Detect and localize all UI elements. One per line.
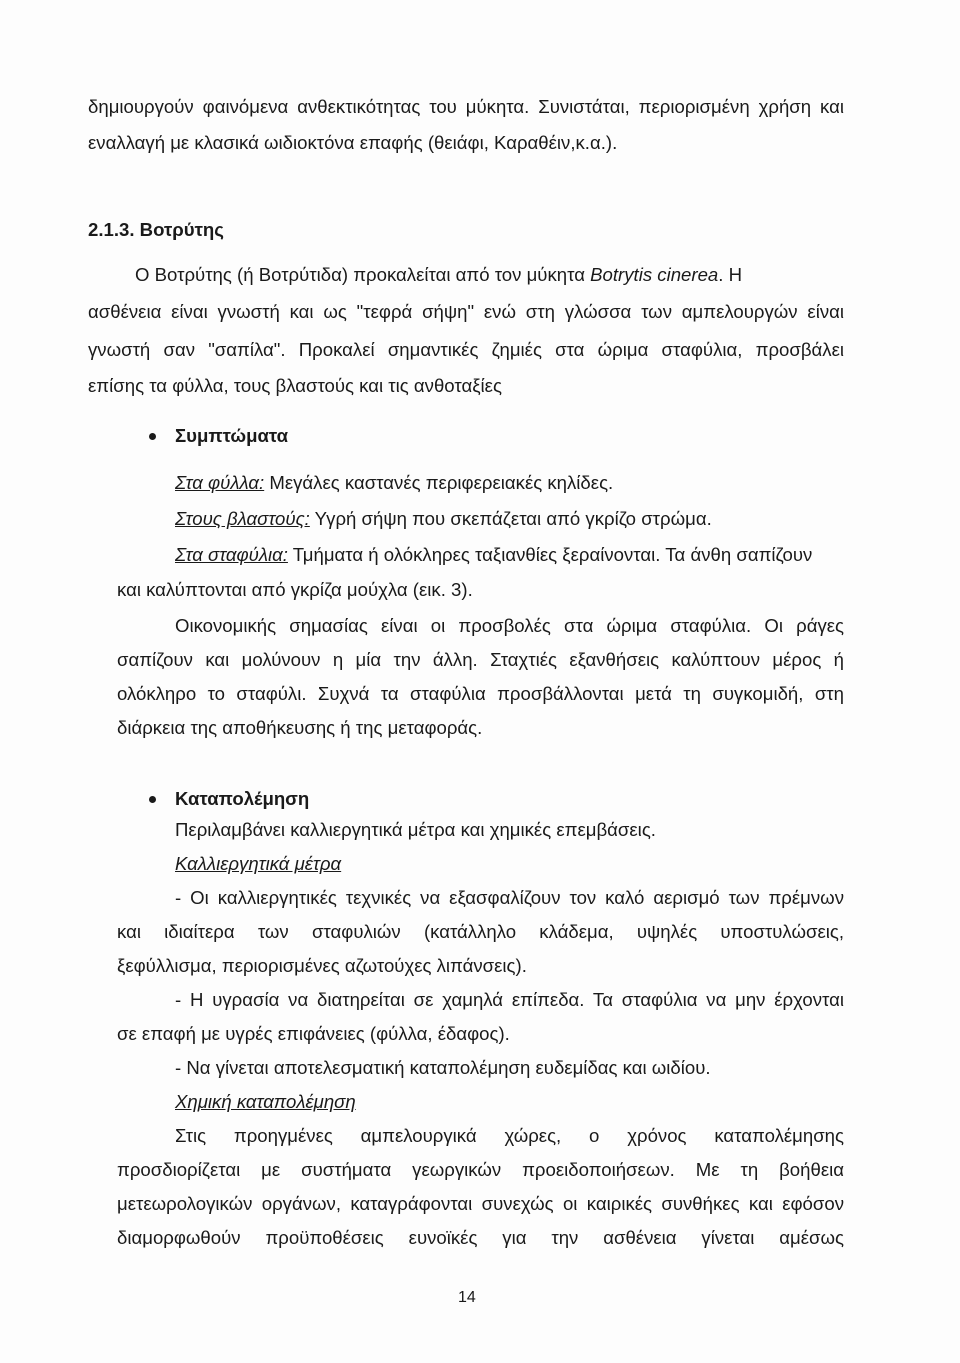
section-paragraph-line-1 xyxy=(135,263,742,287)
section-paragraph-line-4: επίσης τα φύλλα, τους βλαστούς και τις ανθοταξίες xyxy=(88,375,502,396)
cultural-1-line-3: ξεφύλλισμα, περιορισμένες αζωτούχες λιπάνσεις). xyxy=(117,955,527,976)
symptom-shoots-text: Υγρή σήψη που σκεπάζεται από γκρίζο στρώμα. xyxy=(309,508,712,529)
cultural-measures-heading: Καλλιεργητικά μέτρα xyxy=(175,853,342,874)
cultural-2-line-1: - Η υγρασία να διατηρείται σε χαμηλά επίπεδα. Τα σταφύλια να μην έρχονται xyxy=(175,989,844,1010)
econ-line-1: Οικονομικής σημασίας είναι οι προσβολές στα ώριμα σταφύλια. Οι ράγες xyxy=(175,615,844,636)
control-intro: Περιλαμβάνει καλλιεργητικά μέτρα και χημικές επεμβάσεις. xyxy=(175,819,656,840)
page-number: 14 xyxy=(458,1289,476,1306)
symptom-grapes-line-2: και καλύπτονται από γκρίζα μούχλα (εικ. 3). xyxy=(117,579,473,600)
econ-line-2: σαπίζουν και μολύνουν η μία την άλλη. Σταχτιές εξανθήσεις καλύπτουν μέρος ή xyxy=(117,649,844,670)
cultural-1-line-2: και ιδιαίτερα των σταφυλιών (κατάλληλο κλάδεμα, υψηλές υποστυλώσεις, xyxy=(117,921,844,942)
symptom-leaves xyxy=(175,471,613,495)
cultural-2-line-2: σε επαφή με υγρές επιφάνειες (φύλλα, έδαφος). xyxy=(117,1023,510,1044)
bullet-control xyxy=(149,796,156,803)
symptom-grapes xyxy=(175,543,812,567)
symptom-leaves-text: Μεγάλες καστανές περιφερειακές κηλίδες. xyxy=(264,472,614,493)
intro-line-2: εναλλαγή με κλασικά ωιδιοκτόνα επαφής (θειάφι, Καραθέιν,κ.α.). xyxy=(88,132,618,153)
chemical-control-heading: Χημική καταπολέμηση xyxy=(175,1091,356,1112)
chemical-line-4: διαμορφωθούν προϋποθέσεις ευνοϊκές για την ασθένεια γίνεται αμέσως xyxy=(117,1227,844,1248)
bullet-symptoms xyxy=(149,433,156,440)
section-heading: 2.1.3. Βοτρύτης xyxy=(88,219,224,240)
section-paragraph-line-3: γνωστή σαν "σαπίλα". Προκαλεί σημαντικές ζημιές στα ώριμα σταφύλια, προσβάλει xyxy=(88,339,844,360)
intro-line-1: δημιουργούν φαινόμενα ανθεκτικότητας του μύκητα. Συνιστάται, περιορισμένη χρήση και xyxy=(88,96,844,117)
econ-line-3: ολόκληρο το σταφύλι. Συχνά τα σταφύλια προσβάλλονται μετά τη συγκομιδή, στη xyxy=(117,683,844,704)
section-paragraph-line-2: ασθένεια είναι γνωστή και ως "τεφρά σήψη" ενώ στη γλώσσα των αμπελουργών είναι xyxy=(88,301,844,322)
chemical-line-3: μετεωρολογικών οργάνων, καταγράφονται συνεχώς οι καιρικές συνθήκες και εφόσον xyxy=(117,1193,844,1214)
cultural-3-line-1: - Να γίνεται αποτελεσματική καταπολέμηση ευδεμίδας και ωιδίου. xyxy=(175,1057,711,1078)
symptom-grapes-text: Τμήματα ή ολόκληρες ταξιανθίες ξεραίνονται. Τα άνθη σαπίζουν xyxy=(287,544,813,565)
symptom-shoots-label: Στους βλαστούς: xyxy=(175,508,310,529)
cultural-1-line-1: - Οι καλλιεργητικές τεχνικές να εξασφαλίζουν τον καλό αερισμό των πρέμνων xyxy=(175,887,844,908)
symptom-leaves-label: Στα φύλλα: xyxy=(175,472,265,493)
section-paragraph-text-a: Ο Βοτρύτης (ή Βοτρύτιδα) προκαλείται από τον μύκητα xyxy=(135,264,591,285)
chemical-line-1: Στις προηγμένες αμπελουργικά χώρες, ο χρόνος καταπολέμησης xyxy=(175,1125,844,1146)
control-heading: Καταπολέμηση xyxy=(175,788,310,809)
species-name: Botrytis cinerea xyxy=(590,264,719,285)
econ-line-4: διάρκεια της αποθήκευσης ή της μεταφοράς. xyxy=(117,717,483,738)
section-paragraph-text-b: . Η xyxy=(718,264,743,285)
symptoms-heading: Συμπτώματα xyxy=(175,425,289,446)
symptom-grapes-label: Στα σταφύλια: xyxy=(175,544,288,565)
symptom-shoots xyxy=(175,507,712,531)
chemical-line-2: προσδιορίζεται με συστήματα γεωργικών προειδοποιήσεων. Με τη βοήθεια xyxy=(117,1159,844,1180)
